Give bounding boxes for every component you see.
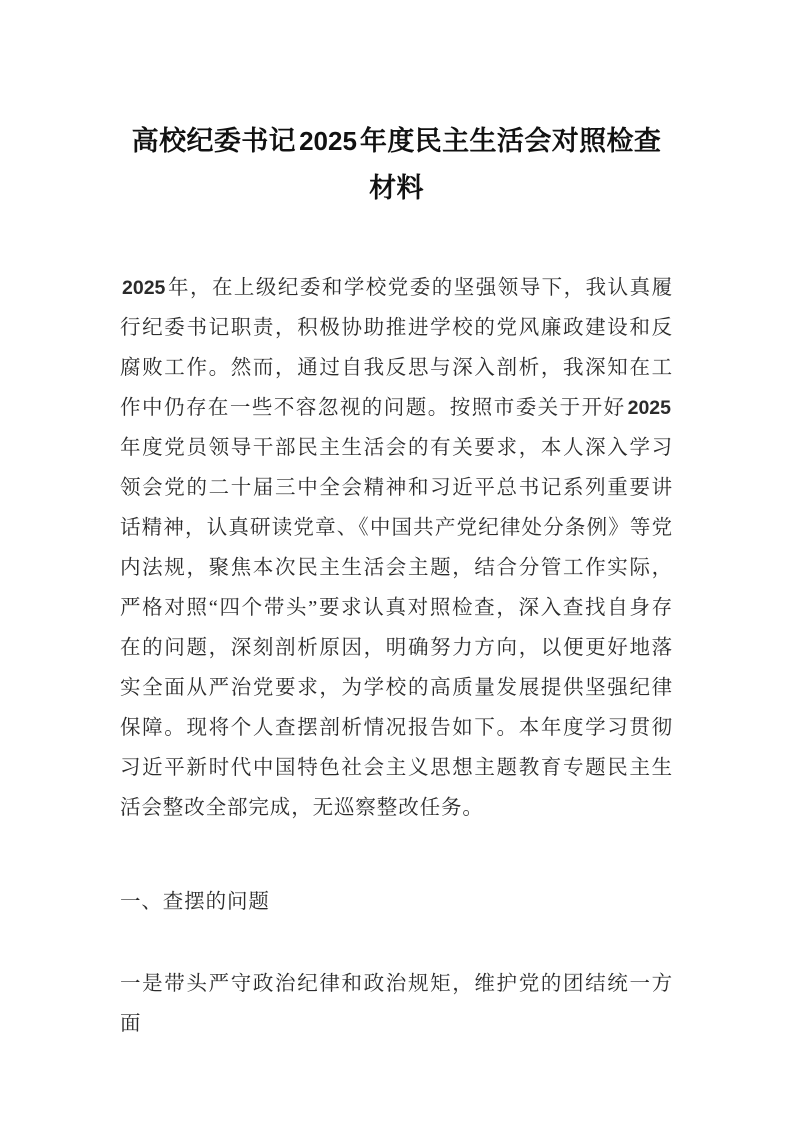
title-text-post: 年度民主生活会对照检 xyxy=(359,126,634,156)
title-year-number: 2025 xyxy=(299,126,357,156)
document-body xyxy=(120,212,673,1044)
subsection-heading-1-1: 一是带头严守政治纪律和政治规矩，维护党的团结统一方面 xyxy=(120,973,673,1035)
paragraph-intro xyxy=(120,268,673,828)
paragraph-intro-part-2: 年度党员领导干部民主生活会的有关要求，本人深入学习领会党的二十届三中全会精神和习近平总书记系列重要讲话精神，认真研读党章、《中国共产党纪律处分条例》等党内法规，聚焦本次民主生活会主题，结合分管工作实际，严格对照“四个带头”要求认真对照检查，深入查找自身存在的问题，深刻剖析原因，明确努力方向，以便更好地落实全面从严治党要求，为学校的高质量发展提供坚强纪律保障。现将个人查摆剖析情况报告如下。本年度学习贯彻习近平新时代中国特色社会主义思想主题教育专题民主生活会整改全部完成，无巡察整改任务。 xyxy=(120,437,673,819)
section-heading-1: 一、查摆的问题 xyxy=(120,891,270,913)
title-text-pre: 高校纪委书记 xyxy=(131,126,297,156)
document-content-column xyxy=(120,0,673,1044)
paragraph-intro-part-1: 年，在上级纪委和学校党委的坚强领导下，我认真履行纪委书记职责，积极协助推进学校的党风廉政建设和反腐败工作。然而，通过自我反思与深入剖析，我深知在工作中仍存在一些不容忽视的问题。按照市委关于开好 xyxy=(120,277,673,419)
inline-year-2025-first: 2025 xyxy=(122,277,166,299)
inline-year-2025-second: 2025 xyxy=(627,397,671,419)
title-text-line2: 查材料 xyxy=(369,126,662,203)
page-title xyxy=(120,0,673,212)
